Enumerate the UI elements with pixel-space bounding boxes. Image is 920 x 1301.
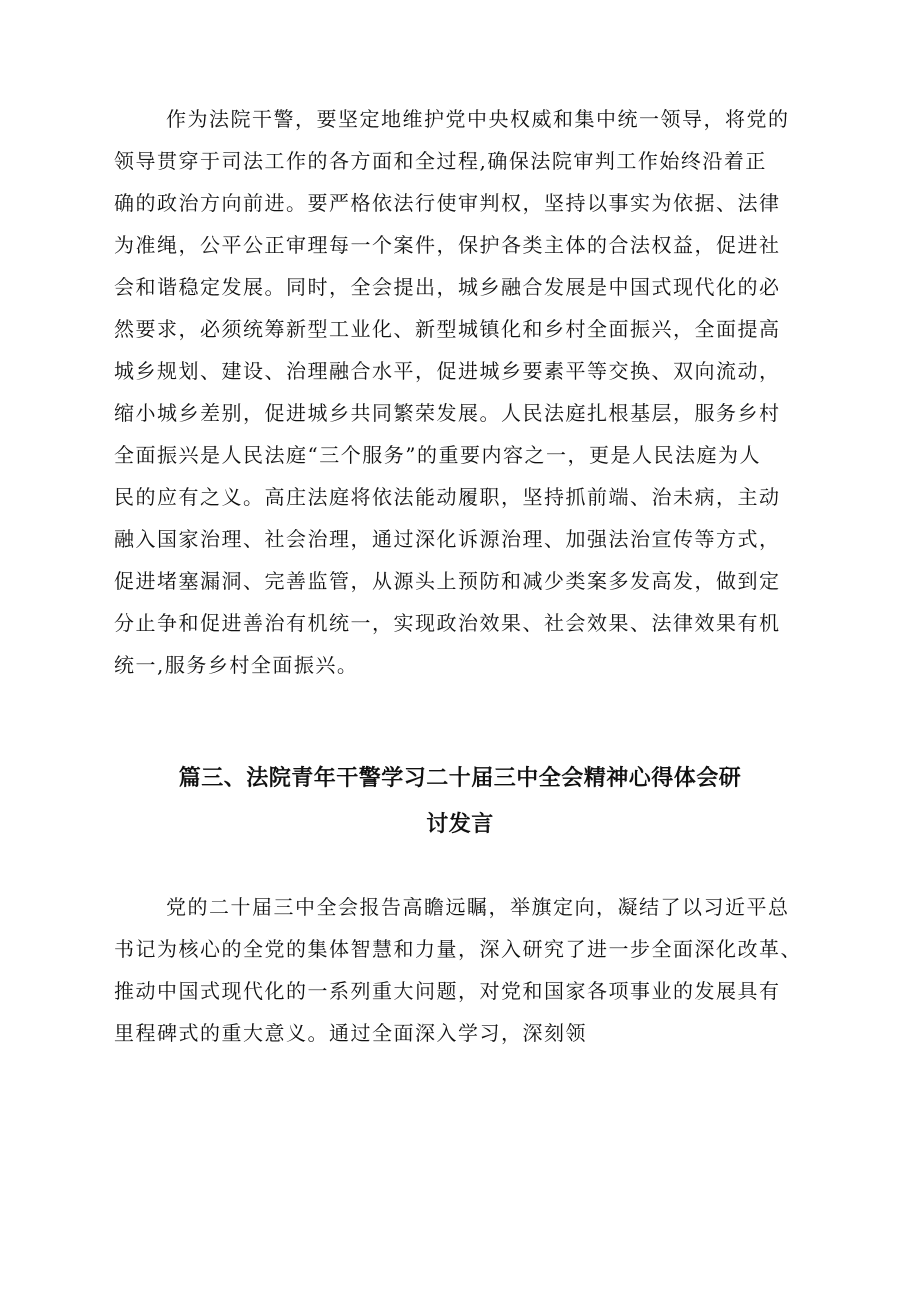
body-paragraph-1 [114,98,844,686]
text-line: 促进堵塞漏洞、完善监管，从源头上预防和减少类案多发高发，做到定 [114,569,781,593]
text-line: 分止争和促进善治有机统一，实现政治效果、社会效果、法律效果有机 [114,611,781,635]
text-line: 领导贯穿于司法工作的各方面和全过程,确保法院审判工作始终沿着正 [114,149,767,173]
text-line: 缩小城乡差别，促进城乡共同繁荣发展。人民法庭扎根基层，服务乡村 [114,401,781,425]
section-heading-line-1: 篇三、法院青年干警学习二十届三中全会精神心得体会研 [178,766,742,791]
section-heading [0,756,920,848]
text-line: 全面振兴是人民法庭“三个服务”的重要内容之一，更是人民法庭为人 [114,443,761,467]
text-line: 统一,服务乡村全面振兴。 [114,653,359,677]
section-heading-line-2: 讨发言 [426,812,494,837]
text-line: 作为法院干警，要坚定地维护党中央权威和集中统一领导，将党的 [166,107,790,131]
text-line: 党的二十届三中全会报告高瞻远瞩，举旗定向，凝结了以习近平总 [166,895,790,919]
text-line: 里程碑式的重大意义。通过全面深入学习，深刻领 [114,1021,587,1045]
text-line: 民的应有之义。高庄法庭将依法能动履职，坚持抓前端、治未病，主动 [114,485,781,509]
text-line: 推动中国式现代化的一系列重大问题，对党和国家各项事业的发展具有 [114,979,781,1003]
body-paragraph-2 [114,886,844,1054]
text-line: 为准绳，公平公正审理每一个案件，保护各类主体的合法权益，促进社 [114,233,781,257]
text-line: 确的政治方向前进。要严格依法行使审判权，坚持以事实为依据、法律 [114,191,781,215]
text-line: 融入国家治理、社会治理，通过深化诉源治理、加强法治宣传等方式， [114,527,781,551]
text-line: 城乡规划、建设、治理融合水平，促进城乡要素平等交换、双向流动， [114,359,781,383]
text-line: 会和谐稳定发展。同时，全会提出，城乡融合发展是中国式现代化的必 [114,275,781,299]
text-line: 然要求，必须统筹新型工业化、新型城镇化和乡村全面振兴，全面提高 [114,317,781,341]
text-line: 书记为核心的全党的集体智慧和力量，深入研究了进一步全面深化改革、 [114,937,802,961]
